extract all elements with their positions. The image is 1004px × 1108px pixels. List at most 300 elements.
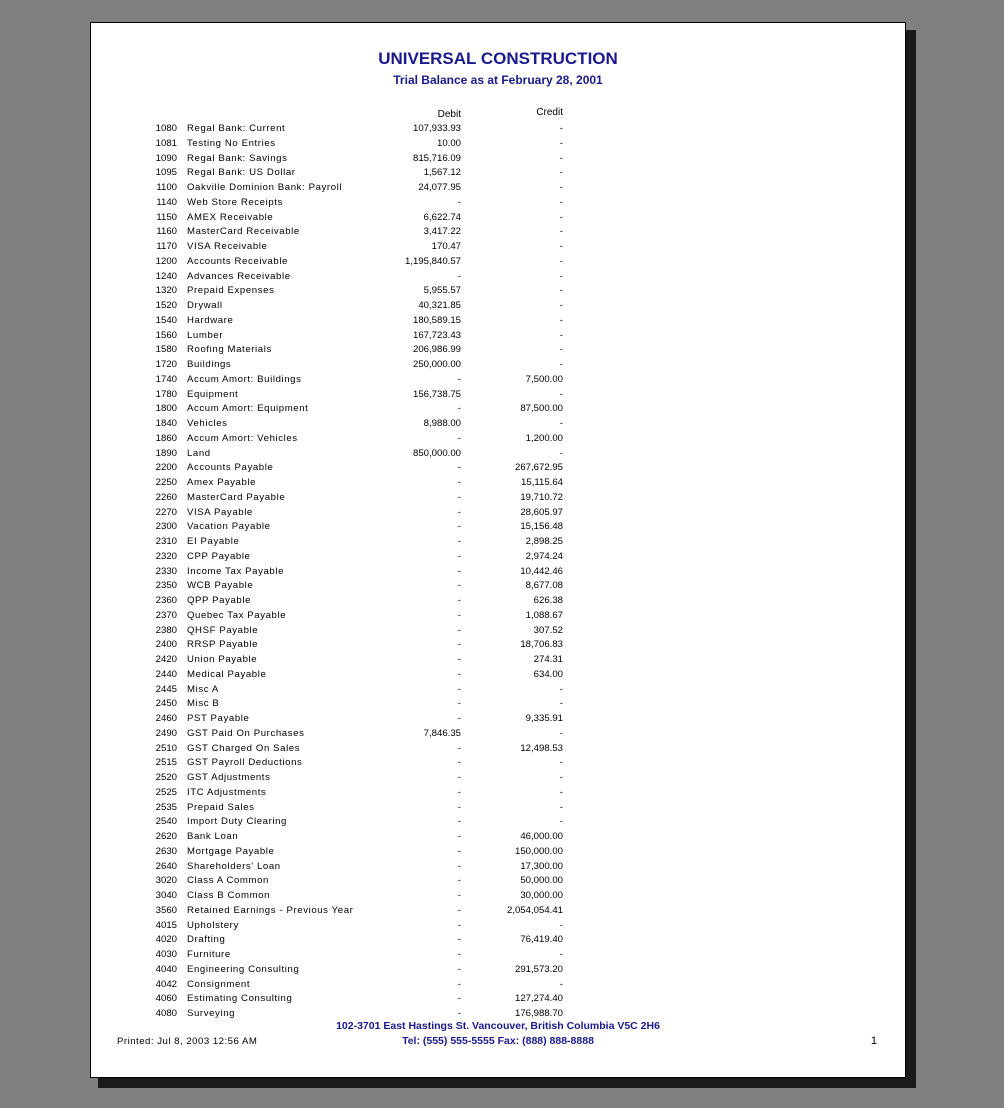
table-row [91, 697, 905, 712]
credit-value: - [559, 285, 563, 297]
table-row [91, 756, 905, 771]
table-row [91, 860, 905, 875]
credit-value: 46,000.00 [520, 831, 563, 842]
table-row [91, 166, 905, 181]
debit-value: - [457, 639, 461, 651]
debit-value: - [457, 595, 461, 606]
account-number: 2450 [155, 698, 177, 710]
account-number: 2350 [155, 580, 177, 592]
debit-value: - [457, 536, 461, 547]
debit-value: - [457, 963, 461, 975]
account-number: 2640 [155, 860, 177, 872]
table-row [91, 963, 905, 978]
table-row [91, 447, 905, 462]
account-number: 2200 [155, 462, 177, 474]
account-number: 4015 [155, 919, 177, 931]
credit-value: 626.38 [533, 595, 563, 606]
account-number: 1240 [155, 270, 177, 282]
account-name: Drywall [187, 300, 223, 311]
credit-value: 15,115.64 [521, 477, 563, 488]
account-number: 2320 [155, 550, 177, 562]
account-number: 1150 [156, 211, 177, 223]
debit-value: 10.00 [436, 137, 461, 149]
credit-value: 50,000.00 [520, 875, 563, 887]
credit-value: 10,442.46 [520, 565, 563, 577]
credit-value: 1,200.00 [525, 432, 563, 444]
table-row [91, 948, 905, 963]
credit-value: - [559, 182, 563, 193]
account-number: 1740 [155, 373, 177, 385]
debit-value: 6,622.74 [423, 211, 461, 223]
credit-value: - [559, 757, 563, 769]
debit-value: - [457, 580, 461, 592]
credit-value: - [559, 137, 563, 149]
credit-value: - [559, 698, 563, 710]
debit-value: - [457, 609, 461, 621]
account-number: 2270 [155, 506, 177, 518]
report-page [90, 22, 906, 1078]
credit-value: - [559, 344, 563, 356]
debit-value: - [457, 624, 461, 636]
table-row [91, 284, 905, 299]
debit-value: - [457, 757, 461, 769]
account-number: 2250 [155, 477, 177, 488]
credit-value: 12,498.53 [520, 742, 563, 754]
credit-value: 1,088.67 [525, 609, 563, 621]
credit-value: 307.52 [533, 624, 563, 636]
account-name: Medical Payable [187, 668, 267, 680]
account-name: Vacation Payable [187, 521, 271, 533]
credit-value: 9,335.91 [525, 713, 563, 724]
account-number: 1520 [155, 300, 177, 311]
table-row [91, 255, 905, 270]
account-name: Class B Common [187, 890, 271, 901]
account-number: 4060 [155, 993, 177, 1005]
account-number: 2310 [155, 536, 177, 547]
table-row [91, 933, 905, 948]
credit-value: 634.00 [533, 668, 563, 680]
account-number: 2400 [155, 639, 177, 651]
credit-column-header: Credit [536, 107, 563, 118]
account-name: Retained Earnings - Previous Year [187, 904, 354, 916]
account-number: 2370 [155, 609, 177, 621]
account-number: 1140 [156, 196, 177, 208]
account-number: 2300 [155, 521, 177, 533]
debit-value: 250,000.00 [412, 359, 461, 370]
account-number: 1095 [155, 167, 177, 179]
credit-value: - [559, 919, 563, 931]
table-row [91, 550, 905, 565]
account-name: PST Payable [187, 713, 250, 724]
table-row [91, 225, 905, 240]
debit-value: 815,716.09 [412, 152, 461, 164]
debit-value: - [457, 668, 461, 680]
credit-value: - [559, 314, 563, 326]
account-name: Equipment [187, 388, 239, 400]
account-name: MasterCard Receivable [187, 226, 300, 238]
credit-value: 150,000.00 [514, 845, 563, 857]
debit-value: - [457, 801, 461, 813]
account-name: ITC Adjustments [187, 786, 267, 798]
credit-value: 2,974.24 [525, 550, 563, 562]
account-name: Class A Common [187, 875, 269, 887]
table-row [91, 506, 905, 521]
table-row [91, 402, 905, 417]
account-name: Shareholders' Loan [187, 860, 281, 872]
credit-value: - [559, 816, 563, 828]
credit-value: 76,419.40 [520, 934, 563, 946]
debit-value: 206,986.99 [412, 344, 461, 356]
account-name: Accum Amort: Equipment [187, 403, 309, 415]
account-number: 1890 [155, 447, 177, 459]
debit-value: 167,723.43 [412, 329, 461, 341]
account-number: 4020 [155, 934, 177, 946]
account-number: 1081 [155, 137, 177, 149]
table-row [91, 889, 905, 904]
table-row [91, 978, 905, 993]
account-name: Misc A [187, 683, 219, 695]
account-name: VISA Receivable [187, 241, 268, 252]
table-row [91, 343, 905, 358]
debit-value: 156,738.75 [412, 388, 461, 400]
table-row [91, 181, 905, 196]
debit-value: - [457, 713, 461, 724]
account-name: Bank Loan [187, 831, 239, 842]
table-row [91, 712, 905, 727]
debit-value: - [457, 506, 461, 518]
account-number: 4042 [155, 978, 177, 990]
debit-value: - [457, 462, 461, 474]
account-name: Furniture [187, 949, 231, 960]
account-name: Accounts Payable [187, 462, 274, 474]
account-name: AMEX Receivable [187, 211, 274, 223]
footer-contact: Tel: (555) 555-5555 Fax: (888) 888-8888 [402, 1035, 594, 1047]
account-name: GST Charged On Sales [187, 742, 301, 754]
credit-value: 8,677.08 [525, 580, 563, 592]
credit-value: - [559, 949, 563, 960]
account-number: 1200 [155, 255, 177, 267]
debit-value: 7,846.35 [423, 727, 461, 739]
account-number: 2535 [155, 801, 177, 813]
table-row [91, 624, 905, 639]
debit-value: 8,988.00 [423, 418, 461, 429]
credit-value: - [559, 359, 563, 370]
table-row [91, 594, 905, 609]
account-name: Regal Bank: Savings [187, 152, 288, 164]
debit-value: - [457, 521, 461, 533]
table-row [91, 919, 905, 934]
debit-value: 40,321.85 [418, 300, 461, 311]
account-name: Web Store Receipts [187, 196, 283, 208]
credit-value: - [559, 226, 563, 238]
credit-value: - [559, 196, 563, 208]
account-number: 1160 [156, 226, 177, 238]
account-number: 2520 [155, 772, 177, 783]
debit-value: 24,077.95 [418, 182, 461, 193]
report-subtitle: Trial Balance as at February 28, 2001 [393, 73, 603, 87]
company-title: UNIVERSAL CONSTRUCTION [378, 49, 618, 68]
debit-value: 5,955.57 [423, 285, 461, 297]
table-row [91, 565, 905, 580]
debit-value: - [457, 742, 461, 754]
account-name: Quebec Tax Payable [187, 609, 287, 621]
table-row [91, 742, 905, 757]
credit-value: - [559, 211, 563, 223]
account-number: 2515 [155, 757, 177, 769]
debit-value: - [457, 772, 461, 783]
debit-value: - [457, 373, 461, 385]
debit-value: - [457, 934, 461, 946]
debit-value: - [457, 683, 461, 695]
table-row [91, 432, 905, 447]
table-row [91, 137, 905, 152]
account-name: Prepaid Expenses [187, 285, 275, 297]
table-row [91, 727, 905, 742]
debit-value: 1,195,840.57 [404, 255, 461, 267]
credit-value: - [559, 388, 563, 400]
account-name: Oakville Dominion Bank: Payroll [187, 182, 343, 193]
account-number: 2360 [155, 595, 177, 606]
credit-value: - [559, 270, 563, 282]
debit-value: - [457, 949, 461, 960]
account-number: 2510 [155, 742, 177, 754]
credit-value: 267,672.95 [514, 462, 563, 474]
debit-value: - [457, 919, 461, 931]
credit-value: 127,274.40 [514, 993, 563, 1005]
account-name: Roofing Materials [187, 344, 272, 356]
account-number: 2445 [155, 683, 177, 695]
debit-value: - [457, 816, 461, 828]
table-row [91, 270, 905, 285]
credit-value: 30,000.00 [520, 890, 563, 901]
credit-value: 19,710.72 [520, 491, 563, 503]
debit-value: - [457, 196, 461, 208]
account-number: 2260 [155, 491, 177, 503]
table-row [91, 683, 905, 698]
table-row [91, 373, 905, 388]
table-row [91, 771, 905, 786]
account-number: 1170 [156, 241, 177, 252]
account-number: 2540 [155, 816, 177, 828]
debit-value: 1,567.12 [423, 167, 461, 179]
account-number: 4030 [155, 949, 177, 960]
debit-value: - [457, 477, 461, 488]
account-number: 2630 [155, 845, 177, 857]
account-number: 1860 [155, 432, 177, 444]
credit-value: 2,054,054.41 [506, 904, 563, 916]
account-name: Hardware [187, 314, 234, 326]
credit-value: - [559, 978, 563, 990]
credit-value: - [559, 447, 563, 459]
debit-value: 170.47 [431, 241, 461, 252]
account-name: Income Tax Payable [187, 565, 285, 577]
debit-value: - [457, 993, 461, 1005]
account-name: Accum Amort: Buildings [187, 373, 302, 385]
credit-value: - [559, 300, 563, 311]
account-number: 1320 [155, 285, 177, 297]
credit-value: - [559, 123, 563, 134]
credit-value: - [559, 786, 563, 798]
account-name: Lumber [187, 329, 224, 341]
debit-value: - [457, 890, 461, 901]
account-name: Buildings [187, 359, 232, 370]
table-row [91, 491, 905, 506]
debit-value: - [457, 432, 461, 444]
account-name: QPP Payable [187, 595, 252, 606]
account-name: WCB Payable [187, 580, 254, 592]
table-row [91, 240, 905, 255]
credit-value: 2,898.25 [525, 536, 563, 547]
trial-balance-table [91, 122, 905, 1022]
table-row [91, 609, 905, 624]
debit-value: - [457, 860, 461, 872]
account-name: Regal Bank: US Dollar [187, 167, 296, 179]
table-row [91, 211, 905, 226]
table-row [91, 520, 905, 535]
debit-value: 180,589.15 [412, 314, 461, 326]
credit-value: 274.31 [533, 654, 563, 665]
credit-value: 87,500.00 [520, 403, 563, 415]
account-name: GST Paid On Purchases [187, 727, 305, 739]
account-name: GST Adjustments [187, 772, 271, 783]
account-name: Accounts Receivable [187, 255, 288, 267]
credit-value: 15,156.48 [520, 521, 563, 533]
account-number: 2380 [155, 624, 177, 636]
account-name: Import Duty Clearing [187, 816, 287, 828]
table-row [91, 992, 905, 1007]
table-row [91, 874, 905, 889]
account-name: QHSF Payable [187, 624, 259, 636]
credit-value: - [559, 167, 563, 179]
account-name: Union Payable [187, 654, 258, 665]
account-number: 4040 [155, 963, 177, 975]
account-name: Prepaid Sales [187, 801, 255, 813]
account-number: 2525 [155, 786, 177, 798]
account-name: Accum Amort: Vehicles [187, 432, 298, 444]
debit-value: - [457, 875, 461, 887]
account-name: CPP Payable [187, 550, 251, 562]
table-row [91, 801, 905, 816]
account-number: 2460 [155, 713, 177, 724]
account-number: 1840 [155, 418, 177, 429]
account-number: 1580 [155, 344, 177, 356]
account-name: Testing No Entries [187, 137, 276, 149]
account-number: 1800 [155, 403, 177, 415]
table-row [91, 152, 905, 167]
debit-value: - [457, 831, 461, 842]
credit-value: 18,706.83 [520, 639, 563, 651]
debit-value: 850,000.00 [412, 447, 461, 459]
account-name: VISA Payable [187, 506, 253, 518]
debit-value: - [457, 270, 461, 282]
debit-value: - [457, 654, 461, 665]
table-row [91, 388, 905, 403]
account-name: MasterCard Payable [187, 491, 286, 503]
table-row [91, 122, 905, 137]
table-row [91, 815, 905, 830]
credit-value: 28,605.97 [520, 506, 563, 518]
debit-value: 107,933.93 [412, 123, 461, 134]
debit-value: - [457, 491, 461, 503]
account-number: 2620 [155, 831, 177, 842]
account-name: Surveying [187, 1008, 236, 1019]
table-row [91, 299, 905, 314]
account-name: GST Payroll Deductions [187, 757, 303, 769]
credit-value: 17,300.00 [520, 860, 563, 872]
account-number: 2420 [155, 654, 177, 665]
account-number: 1720 [155, 359, 177, 370]
credit-value: - [559, 801, 563, 813]
debit-value: - [457, 1008, 461, 1019]
account-number: 1100 [156, 182, 177, 193]
debit-value: - [457, 403, 461, 415]
account-name: Estimating Consulting [187, 993, 293, 1005]
credit-value: - [559, 241, 563, 252]
account-name: Land [187, 447, 211, 459]
account-number: 2440 [155, 668, 177, 680]
credit-value: - [559, 772, 563, 783]
account-name: Drafting [187, 934, 226, 946]
table-row [91, 638, 905, 653]
footer-address: 102-3701 East Hastings St. Vancouver, British Columbia V5C 2H6 [336, 1020, 660, 1032]
debit-value: - [457, 786, 461, 798]
account-number: 2490 [155, 727, 177, 739]
account-number: 3020 [155, 875, 177, 887]
debit-column-header: Debit [437, 109, 461, 120]
account-name: Consignment [187, 978, 251, 990]
table-row [91, 196, 905, 211]
credit-value: - [559, 683, 563, 695]
account-name: EI Payable [187, 536, 240, 547]
credit-value: - [559, 152, 563, 164]
debit-value: - [457, 565, 461, 577]
account-number: 3560 [155, 904, 177, 916]
credit-value: - [559, 727, 563, 739]
debit-value: - [457, 698, 461, 710]
account-number: 1080 [155, 123, 177, 134]
credit-value: - [559, 255, 563, 267]
account-name: Advances Receivable [187, 270, 291, 282]
table-row [91, 461, 905, 476]
account-name: Vehicles [187, 418, 228, 429]
debit-value: - [457, 978, 461, 990]
page-number: 1 [870, 1035, 877, 1047]
debit-value: - [457, 550, 461, 562]
table-row [91, 653, 905, 668]
account-name: Amex Payable [187, 477, 257, 488]
table-row [91, 314, 905, 329]
table-row [91, 358, 905, 373]
debit-value: 3,417.22 [423, 226, 461, 238]
table-row [91, 329, 905, 344]
table-row [91, 830, 905, 845]
account-number: 3040 [155, 890, 177, 901]
account-number: 1540 [155, 314, 177, 326]
account-name: Misc B [187, 698, 220, 710]
account-number: 4080 [155, 1008, 177, 1019]
account-number: 2330 [155, 565, 177, 577]
table-row [91, 417, 905, 432]
credit-value: - [559, 418, 563, 429]
credit-value: - [559, 329, 563, 341]
credit-value: 176,988.70 [514, 1008, 563, 1019]
debit-value: - [457, 845, 461, 857]
account-name: Mortgage Payable [187, 845, 275, 857]
credit-value: 291,573.20 [514, 963, 563, 975]
account-name: Regal Bank: Current [187, 123, 286, 134]
credit-value: 7,500.00 [525, 373, 563, 385]
table-row [91, 904, 905, 919]
